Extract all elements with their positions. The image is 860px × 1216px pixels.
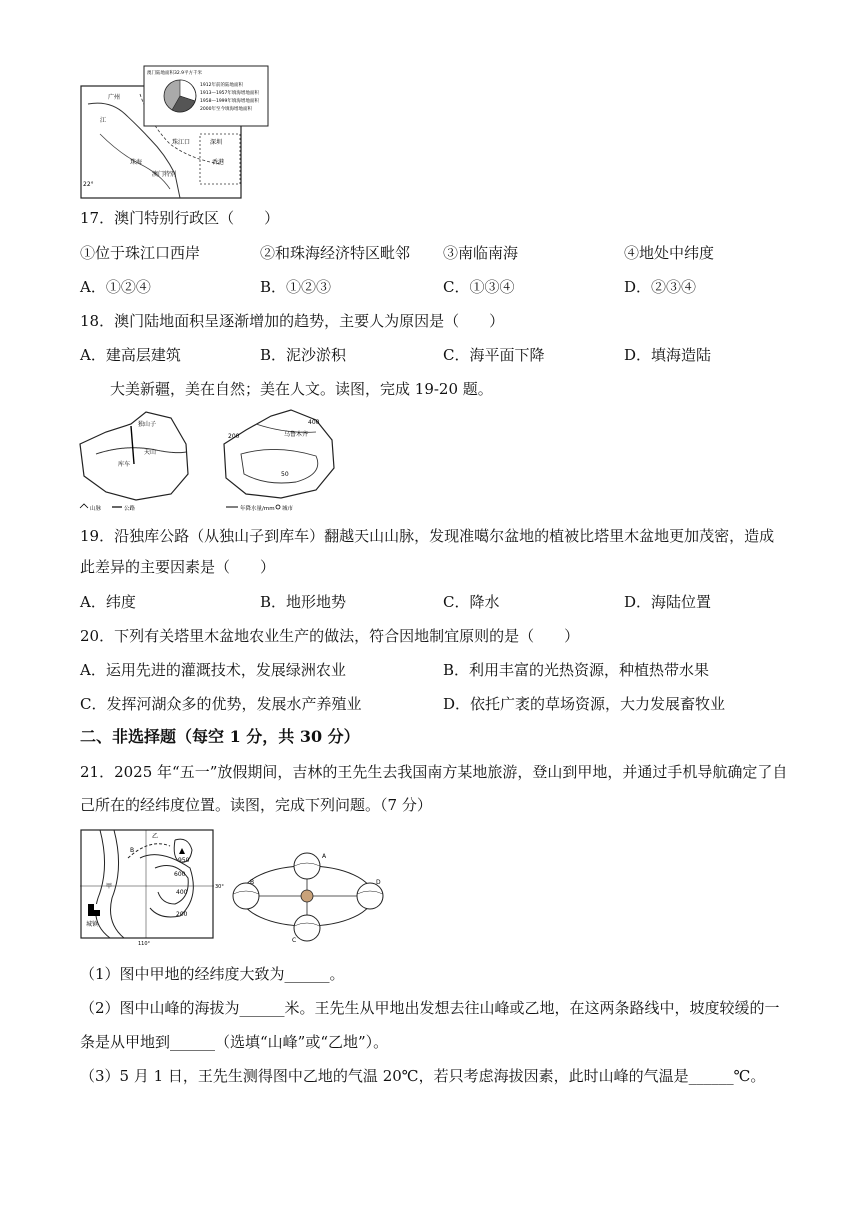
xinjiang-map-figure xyxy=(76,404,356,516)
contour-label: 30° xyxy=(215,884,224,890)
xj-label: 乌鲁木齐 xyxy=(284,431,309,438)
contour-map-svg xyxy=(80,828,224,947)
sun-icon xyxy=(301,890,313,902)
q18-stem: 18．澳门陆地面积呈逐渐增加的趋势，主要人为原因是（ ） xyxy=(80,312,505,330)
q18-option[interactable]: D．填海造陆 xyxy=(624,346,712,364)
orbit-label: C xyxy=(292,937,297,944)
pie-legend-item: 1913—1957年填海增地面积 xyxy=(200,91,259,96)
xj-legend: 年降水量/mm xyxy=(240,506,275,512)
macau-map-label: 广州 xyxy=(108,94,121,101)
q21-stem-line1: 21．2025 年“五一”放假期间，吉林的王先生去我国南方某地旅游，登山到甲地，并通过手机导航确定了自 xyxy=(80,763,788,781)
q17-option[interactable]: D．②③④ xyxy=(624,278,697,296)
contour-map-figure xyxy=(80,828,224,947)
orbit-label: D xyxy=(376,879,381,886)
pie-legend-item: 1912年前的陆地面积 xyxy=(200,83,243,88)
q21-sub2-line1: （2）图中山峰的海拔为______米。王先生从甲地出发想去往山峰或乙地，在这两条路线中，坡度较缓的一 xyxy=(80,999,780,1017)
q18-option[interactable]: C．海平面下降 xyxy=(443,346,545,364)
orbit-diagram-figure xyxy=(232,850,392,946)
xj-label: 天山 xyxy=(144,449,157,456)
macau-map-label: 22° xyxy=(83,181,94,188)
xj-legend: 城市 xyxy=(282,506,294,512)
macau-map-label: 江 xyxy=(100,117,107,124)
q18-option[interactable]: B．泥沙淤积 xyxy=(260,346,347,364)
q17-item: ④地处中纬度 xyxy=(624,244,715,262)
contour-label: 城镇 xyxy=(86,921,99,928)
q17-item: ①位于珠江口西岸 xyxy=(80,244,201,262)
q21-sub2-line2: 条是从甲地到______（选填“山峰”或“乙地”）。 xyxy=(80,1033,389,1051)
q17-option[interactable]: C．①③④ xyxy=(443,278,515,296)
earth-icon xyxy=(233,883,259,909)
q17-option[interactable]: B．①②③ xyxy=(260,278,332,296)
q18-option[interactable]: A．建高层建筑 xyxy=(80,346,181,364)
contour-label: 甲 xyxy=(106,883,113,890)
macau-map-label: 深圳 xyxy=(210,139,223,146)
q21-sub3: （3）5 月 1 日，王先生测得图中乙地的气温 20℃，若只考虑海拔因素，此时山峰的气温是______℃。 xyxy=(80,1067,766,1085)
contour-label: 950 xyxy=(178,857,190,864)
xj-label: 库车 xyxy=(118,461,131,468)
contour-label: 110° xyxy=(138,941,151,947)
macau-map-svg xyxy=(80,64,270,200)
xj-legend: 山脉 xyxy=(90,506,102,512)
xj-label: 200 xyxy=(228,433,240,440)
q20-option[interactable]: C．发挥河湖众多的优势，发展水产养殖业 xyxy=(80,695,362,713)
macau-map-label: 澳门特别 xyxy=(152,171,177,178)
xj-label: 50 xyxy=(281,471,289,478)
pie-legend-item: 1958—1999年填海增地面积 xyxy=(200,99,259,104)
xj-legend: 公路 xyxy=(124,506,136,512)
earth-icon xyxy=(294,915,320,941)
macau-map-label: 珠海 xyxy=(130,159,143,166)
xinjiang-map-svg xyxy=(76,404,356,516)
contour-label: B xyxy=(130,847,135,854)
q20-option[interactable]: D．依托广袤的草场资源，大力发展畜牧业 xyxy=(443,695,726,713)
xj-label: 400 xyxy=(308,419,320,426)
contour-label: 400 xyxy=(176,889,188,896)
q17-option[interactable]: A．①②④ xyxy=(80,278,151,296)
q19-stem-line2: 此差异的主要因素是（ ） xyxy=(80,558,276,576)
macau-map-label: 香港 xyxy=(212,159,225,166)
q19-option[interactable]: A．纬度 xyxy=(80,593,136,611)
q17-item: ③南临南海 xyxy=(443,244,519,262)
section2-title: 二、非选择题（每空 1 分，共 30 分） xyxy=(80,727,360,746)
q17-item: ②和珠海经济特区毗邻 xyxy=(260,244,411,262)
q19-option[interactable]: C．降水 xyxy=(443,593,500,611)
pie-legend-item: 2000年至今填海增地面积 xyxy=(200,107,252,112)
macau-map-label: 珠江口 xyxy=(172,139,191,146)
q21-stem-line2: 己所在的经纬度位置。读图，完成下列问题。（7 分） xyxy=(80,796,432,814)
pie-title: 澳门陆地面积32.9平方千米 xyxy=(147,71,203,76)
q20-option[interactable]: A．运用先进的灌溉技术，发展绿洲农业 xyxy=(80,661,346,679)
orbit-diagram-svg xyxy=(232,850,392,946)
macau-map-figure xyxy=(80,64,270,200)
orbit-label: B xyxy=(250,879,255,886)
q20-stem: 20．下列有关塔里木盆地农业生产的做法，符合因地制宜原则的是（ ） xyxy=(80,627,580,645)
contour-label: 600 xyxy=(174,871,186,878)
q21-sub1: （1）图中甲地的经纬度大致为______。 xyxy=(80,965,345,983)
contour-label: 乙 xyxy=(152,833,159,840)
earth-icon xyxy=(294,853,320,879)
q19-option[interactable]: B．地形地势 xyxy=(260,593,347,611)
q20-option[interactable]: B．利用丰富的光热资源，种植热带水果 xyxy=(443,661,710,679)
xj-label: 独山子 xyxy=(138,421,157,428)
q19-option[interactable]: D．海陆位置 xyxy=(624,593,712,611)
intro-19-20: 大美新疆，美在自然；美在人文。读图，完成 19-20 题。 xyxy=(110,380,493,398)
q19-stem-line1: 19．沿独库公路（从独山子到库车）翻越天山山脉，发现准噶尔盆地的植被比塔里木盆地更加茂密，造成 xyxy=(80,527,775,545)
q17-stem: 17．澳门特别行政区（ ） xyxy=(80,209,280,227)
orbit-label: A xyxy=(322,853,327,860)
contour-label: 200 xyxy=(176,911,188,918)
earth-icon xyxy=(357,883,383,909)
